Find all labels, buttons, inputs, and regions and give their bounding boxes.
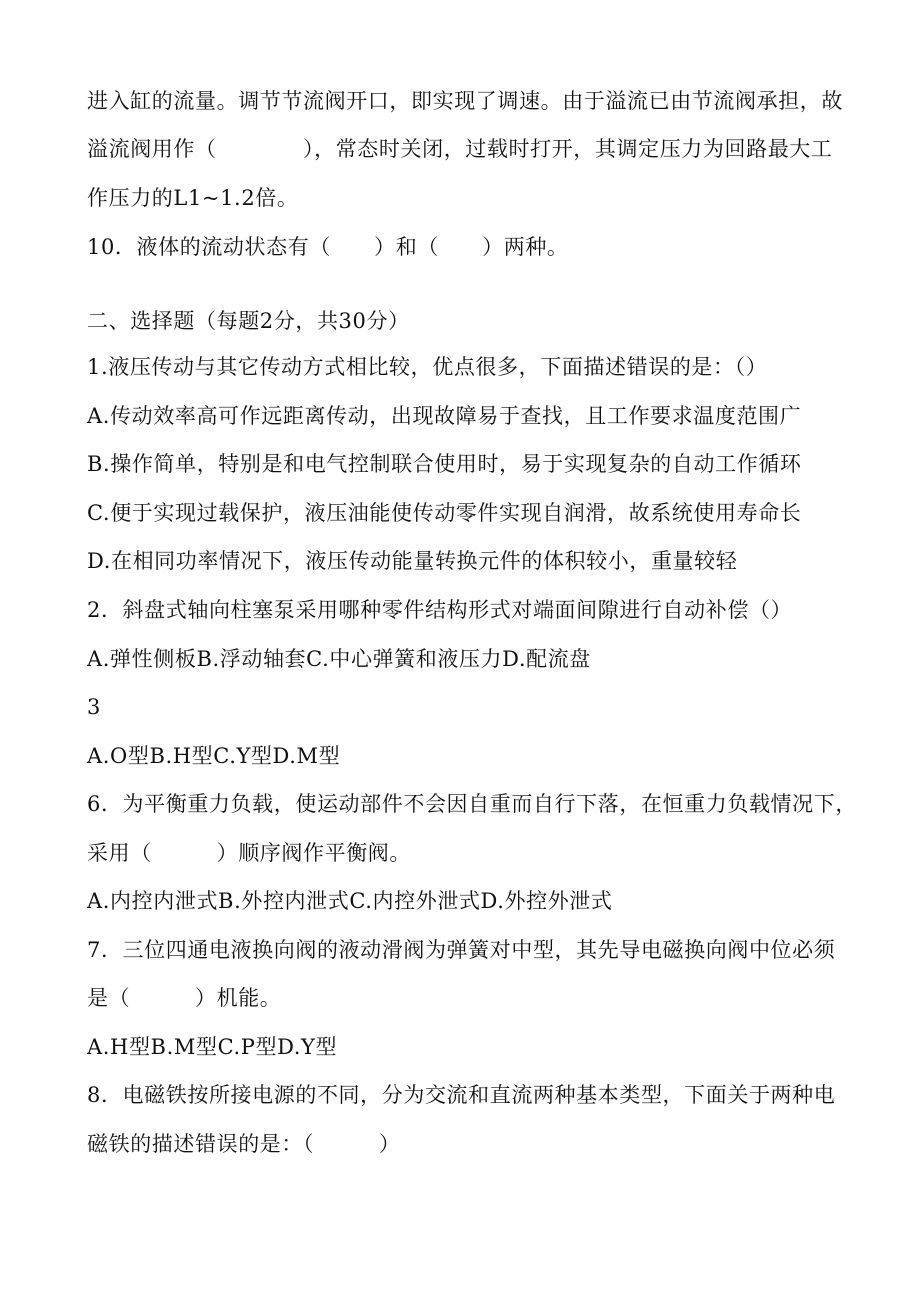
question-6-options: A.内控内泄式B.外控内泄式C.内控外泄式D.外控外泄式 — [87, 889, 613, 913]
question-7-options: A.H型B.M型C.P型D.Y型 — [87, 1035, 338, 1059]
question-3: 3 — [87, 695, 101, 719]
question-1: 1.液压传动与其它传动方式相比较，优点很多，下面描述错误的是：（） — [87, 355, 768, 379]
section-heading: 二、选择题（每题2分，共30分） — [87, 309, 410, 333]
question-6: 6．为平衡重力负载，使运动部件不会因自重而自行下落，在恒重力负载情况下， — [87, 792, 857, 816]
option-b: B.操作简单，特别是和电气控制联合使用时，易于实现复杂的自动工作循环 — [87, 452, 802, 476]
text-line: 溢流阀用作（ ），常态时关闭，过载时打开，其调定压力为回路最大工 — [87, 137, 833, 161]
option-c: C.便于实现过载保护，液压油能使传动零件实现自润滑，故系统使用寿命长 — [87, 501, 802, 525]
question-2: 2．斜盘式轴向柱塞泵采用哪种零件结构形式对端面间隙进行自动补偿（） — [87, 598, 793, 622]
text-line: 进入缸的流量。调节节流阀开口，即实现了调速。由于溢流已由节流阀承担，故 — [87, 89, 843, 113]
question-6-cont: 采用（ ）顺序阀作平衡阀。 — [87, 841, 411, 865]
question-8: 8．电磁铁按所接电源的不同，分为交流和直流两种基本类型，下面关于两种电 — [87, 1083, 836, 1107]
question-2-options: A.弹性侧板B.浮动轴套C.中心弹簧和液压力D.配流盘 — [87, 647, 591, 671]
option-d: D.在相同功率情况下，液压传动能量转换元件的体积较小，重量较轻 — [87, 549, 738, 573]
question-3-options: A.O型B.H型C.Y型D.M型 — [87, 744, 341, 768]
question-8-cont: 磁铁的描述错误的是：（ ） — [87, 1132, 401, 1156]
text-line: 作压力的L1~1.2倍。 — [87, 186, 299, 210]
question-7: 7．三位四通电液换向阀的液动滑阀为弹簧对中型，其先导电磁换向阀中位必须 — [87, 938, 836, 962]
question-10: 10．液体的流动状态有（ ）和（ ）两种。 — [87, 235, 569, 259]
question-7-cont: 是（ ）机能。 — [87, 986, 282, 1010]
option-a: A.传动效率高可作远距离传动，出现故障易于查找，且工作要求温度范围广 — [87, 404, 802, 428]
